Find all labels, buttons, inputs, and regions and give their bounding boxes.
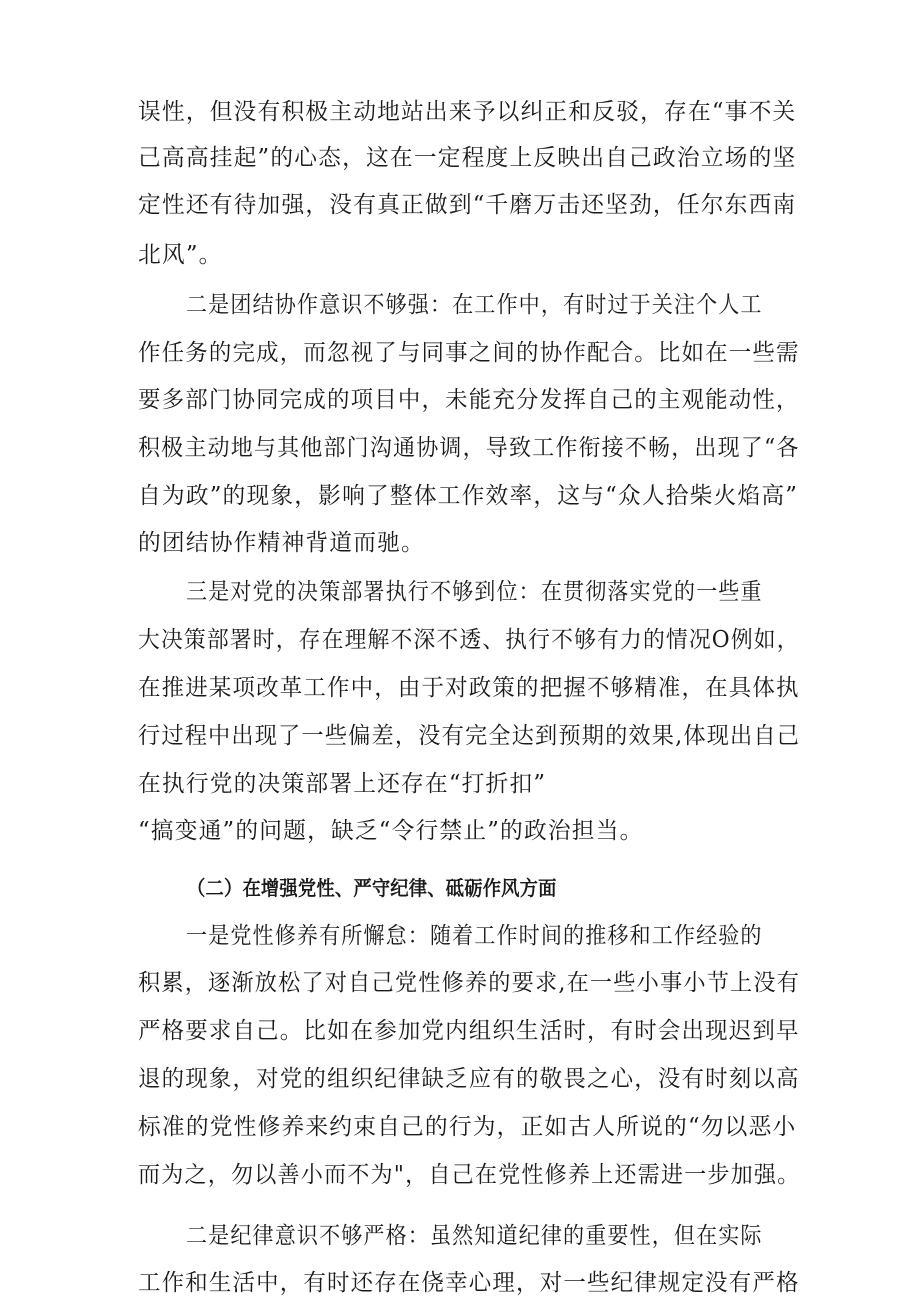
text-line: 在执行党的决策部署上还存在“打折扣” [138,771,547,797]
text-line: 严格要求自己。比如在参加党内组织生活时，有时会出现迟到早 [138,1018,800,1044]
text-line: 积累，逐渐放松了对自己党性修养的要求,在一些小事小节上没有 [138,970,801,996]
text-line: 的团结协作精神背道而驰。 [138,530,425,556]
text-line: 自为政”的现象，影响了整体工作效率，这与“众人拾柴火焰高” [138,483,799,509]
text-line: 积极主动地与其他部门沟通协调，导致工作衔接不畅，出现了“各 [138,435,800,461]
text-line: 误性，但没有积极主动地站出来予以纠正和反驳，存在“事不关 [138,99,797,125]
paragraph-start-line: 一是党性修养有所懈怠：随着工作时间的推移和工作经验的 [186,923,763,949]
paragraph-start-line: 三是对党的决策部署执行不够到位：在贯彻落实党的一些重 [186,579,763,605]
paragraph-start-line: 二是纪律意识不够严格：虽然知道纪律的重要性，但在实际 [186,1223,763,1249]
text-line: 工作和生活中，有时还存在侥幸心理，对一些纪律规定没有严格 [138,1270,800,1296]
text-line: 而为之，勿以善小而不为"，自己在党性修养上还需进一步加强。 [138,1162,801,1188]
text-line: “搞变通”的问题，缺乏“令行禁止”的政治担当。 [138,818,644,844]
text-line: 定性还有待加强，没有真正做到“千磨万击还坚劲，任尔东西南 [138,192,797,218]
text-line: 大决策部署时，存在理解不深不透、执行不够有力的情况O例如， [138,627,800,653]
text-line: 退的现象，对党的组织纪律缺乏应有的敬畏之心，没有时刻以高 [138,1066,800,1092]
text-line: 行过程中出现了一些偏差，没有完全达到预期的效果,体现出自己 [138,723,801,749]
text-line: 标准的党性修养来约束自己的行为，正如古人所说的“勿以恶小 [138,1114,797,1140]
text-line: 己高高挂起”的心态，这在一定程度上反映出自己政治立场的坚 [138,145,797,171]
text-line: 作任务的完成，而忽视了与同事之间的协作配合。比如在一些需 [138,340,800,366]
text-line: 要多部门协同完成的项目中，未能充分发挥自己的主观能动性， [138,387,800,413]
text-line: 北风”。 [138,242,223,268]
section-heading: （二）在增强党性、严守纪律、砥砺作风方面 [187,876,557,900]
text-line: 在推进某项改革工作中，由于对政策的把握不够精准，在具体执 [138,675,800,701]
paragraph-start-line: 二是团结协作意识不够强：在工作中，有时过于关注个人工 [186,292,763,318]
